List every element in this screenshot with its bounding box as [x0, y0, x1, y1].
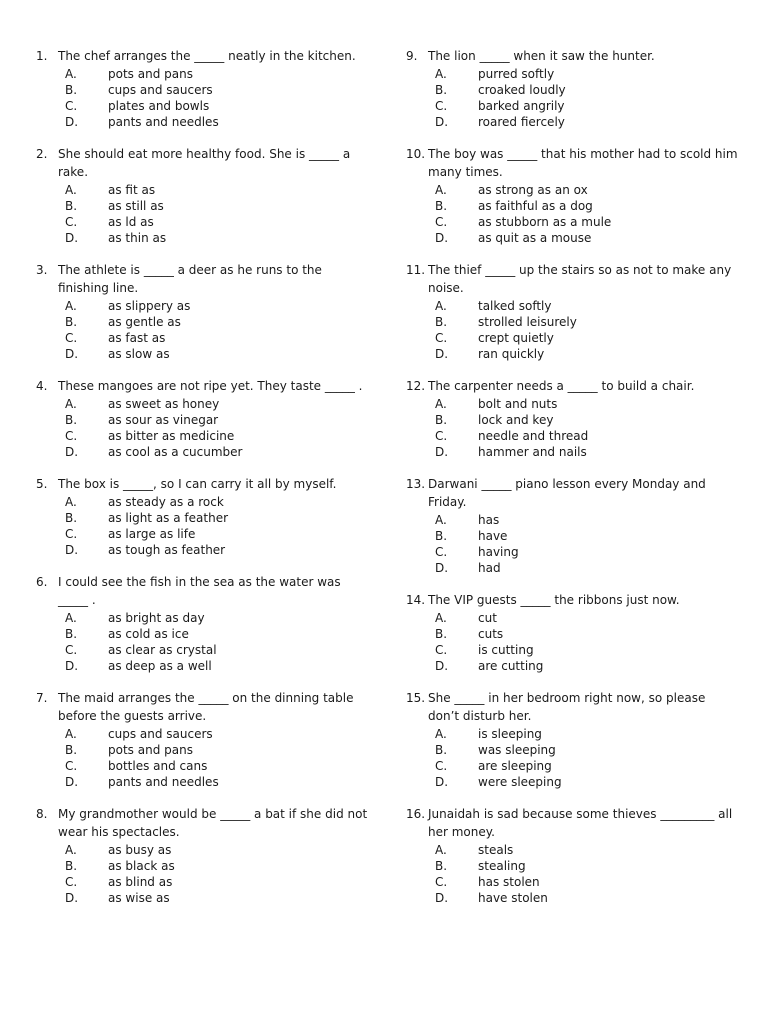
option-text: talked softly — [478, 299, 552, 313]
right-question-column — [406, 47, 740, 921]
option-text: as large as life — [108, 527, 196, 541]
option-c — [406, 98, 740, 114]
option-text: pants and needles — [108, 115, 219, 129]
option-b — [406, 742, 740, 758]
question-1 — [36, 47, 370, 130]
question-number: 2. — [36, 147, 48, 161]
question-number: 12. — [406, 379, 426, 393]
option-letter: A. — [65, 67, 77, 81]
option-b — [36, 82, 370, 98]
option-text: as ld as — [108, 215, 154, 229]
question-text: The box is _____, so I can carry it all by myself. — [58, 477, 337, 491]
option-letter: D. — [65, 445, 79, 459]
question-number: 13. — [406, 477, 426, 491]
question-text: The carpenter needs a _____ to build a chair. — [428, 379, 695, 393]
option-letter: D. — [435, 891, 449, 905]
question-number: 15. — [406, 691, 426, 705]
option-letter: A. — [435, 513, 447, 527]
option-letter: B. — [65, 315, 78, 329]
option-text: was sleeping — [478, 743, 556, 757]
question-13 — [406, 475, 740, 576]
option-letter: D. — [65, 659, 79, 673]
option-text: as cool as a cucumber — [108, 445, 243, 459]
option-letter: B. — [435, 413, 448, 427]
option-c — [36, 758, 370, 774]
option-letter: C. — [65, 527, 78, 541]
option-letter: D. — [65, 347, 79, 361]
question-text: She should eat more healthy food. She is _____ a rake. — [58, 147, 351, 179]
question-number: 14. — [406, 593, 426, 607]
option-text: as light as a feather — [108, 511, 229, 525]
question-15 — [406, 689, 740, 790]
option-text: hammer and nails — [478, 445, 587, 459]
option-text: steals — [478, 843, 514, 857]
option-text: as steady as a rock — [108, 495, 224, 509]
option-a — [406, 396, 740, 412]
option-a — [406, 610, 740, 626]
option-text: had — [478, 561, 501, 575]
question-6 — [36, 573, 370, 674]
option-letter: B. — [435, 627, 448, 641]
option-text: pants and needles — [108, 775, 219, 789]
question-text: The chef arranges the _____ neatly in the kitchen. — [58, 49, 356, 63]
option-b — [406, 858, 740, 874]
option-b — [406, 314, 740, 330]
option-letter: A. — [435, 727, 447, 741]
question-number: 3. — [36, 263, 48, 277]
option-letter: D. — [435, 445, 449, 459]
option-text: crept quietly — [478, 331, 554, 345]
question-text: My grandmother would be _____ a bat if she did not wear his spectacles. — [58, 807, 368, 839]
option-letter: A. — [435, 611, 447, 625]
option-text: as slow as — [108, 347, 170, 361]
option-text: croaked loudly — [478, 83, 566, 97]
option-d — [406, 346, 740, 362]
option-a — [36, 494, 370, 510]
option-b — [36, 510, 370, 526]
option-letter: B. — [65, 511, 78, 525]
question-text: These mangoes are not ripe yet. They taste _____ . — [58, 379, 363, 393]
option-text: purred softly — [478, 67, 555, 81]
option-text: as gentle as — [108, 315, 181, 329]
option-letter: D. — [435, 561, 449, 575]
option-letter: B. — [435, 315, 448, 329]
option-c — [406, 758, 740, 774]
option-text: as sour as vinegar — [108, 413, 219, 427]
option-text: as faithful as a dog — [478, 199, 593, 213]
option-text: as deep as a well — [108, 659, 212, 673]
question-text: The thief _____ up the stairs so as not to make any noise. — [428, 263, 732, 295]
option-letter: B. — [65, 413, 78, 427]
option-text: is sleeping — [478, 727, 542, 741]
option-letter: D. — [435, 775, 449, 789]
option-letter: C. — [65, 759, 78, 773]
option-text: are cutting — [478, 659, 544, 673]
question-2 — [36, 145, 370, 246]
option-text: ran quickly — [478, 347, 545, 361]
option-d — [36, 658, 370, 674]
option-d — [36, 444, 370, 460]
option-letter: B. — [435, 529, 448, 543]
option-text: as cold as ice — [108, 627, 189, 641]
option-text: as sweet as honey — [108, 397, 220, 411]
option-d — [406, 114, 740, 130]
option-letter: C. — [65, 429, 78, 443]
option-text: has stolen — [478, 875, 540, 889]
option-letter: A. — [435, 843, 447, 857]
option-letter: A. — [65, 727, 77, 741]
question-16 — [406, 805, 740, 906]
option-letter: B. — [65, 627, 78, 641]
option-letter: C. — [435, 429, 448, 443]
option-d — [36, 346, 370, 362]
option-text: as still as — [108, 199, 164, 213]
option-b — [36, 314, 370, 330]
option-letter: D. — [65, 775, 79, 789]
option-letter: B. — [65, 859, 78, 873]
question-12 — [406, 377, 740, 460]
option-a — [36, 726, 370, 742]
question-text: The lion _____ when it saw the hunter. — [428, 49, 655, 63]
option-letter: D. — [65, 543, 79, 557]
option-a — [406, 182, 740, 198]
option-letter: D. — [65, 115, 79, 129]
option-a — [36, 842, 370, 858]
option-a — [36, 182, 370, 198]
option-letter: D. — [435, 347, 449, 361]
option-letter: A. — [435, 67, 447, 81]
option-text: needle and thread — [478, 429, 589, 443]
option-letter: A. — [435, 183, 447, 197]
option-text: as slippery as — [108, 299, 191, 313]
option-text: as black as — [108, 859, 175, 873]
option-d — [36, 114, 370, 130]
option-a — [36, 396, 370, 412]
option-text: as bitter as medicine — [108, 429, 235, 443]
question-text: Darwani _____ piano lesson every Monday and Friday. — [428, 477, 706, 509]
question-text: The VIP guests _____ the ribbons just now. — [428, 593, 680, 607]
option-text: as strong as an ox — [478, 183, 588, 197]
question-10 — [406, 145, 740, 246]
question-text: She _____ in her bedroom right now, so please don’t disturb her. — [428, 691, 706, 723]
option-c — [406, 642, 740, 658]
option-c — [406, 544, 740, 560]
option-text: roared fiercely — [478, 115, 565, 129]
option-c — [406, 428, 740, 444]
option-letter: D. — [65, 231, 79, 245]
option-c — [36, 98, 370, 114]
option-text: pots and pans — [108, 743, 193, 757]
option-letter: C. — [65, 875, 78, 889]
option-letter: A. — [65, 299, 77, 313]
question-number: 7. — [36, 691, 48, 705]
option-letter: B. — [435, 199, 448, 213]
question-8 — [36, 805, 370, 906]
option-d — [406, 560, 740, 576]
option-letter: C. — [435, 875, 448, 889]
option-text: have — [478, 529, 508, 543]
option-b — [406, 528, 740, 544]
question-text: The maid arranges the _____ on the dinning table before the guests arrive. — [58, 691, 354, 723]
option-text: has — [478, 513, 500, 527]
question-5 — [36, 475, 370, 558]
option-letter: C. — [65, 331, 78, 345]
option-c — [36, 642, 370, 658]
option-text: as clear as crystal — [108, 643, 217, 657]
option-text: having — [478, 545, 519, 559]
option-letter: A. — [65, 495, 77, 509]
option-b — [406, 82, 740, 98]
option-text: as quit as a mouse — [478, 231, 592, 245]
option-c — [406, 214, 740, 230]
option-text: as blind as — [108, 875, 173, 889]
option-letter: C. — [435, 545, 448, 559]
option-letter: C. — [435, 643, 448, 657]
option-text: as stubborn as a mule — [478, 215, 612, 229]
option-a — [406, 512, 740, 528]
option-text: bottles and cans — [108, 759, 208, 773]
question-number: 8. — [36, 807, 48, 821]
option-letter: C. — [65, 215, 78, 229]
question-text: Junaidah is sad because some thieves _________ all her money. — [428, 807, 733, 839]
option-letter: C. — [65, 99, 78, 113]
option-letter: B. — [435, 743, 448, 757]
option-letter: B. — [435, 83, 448, 97]
question-11 — [406, 261, 740, 362]
option-text: barked angrily — [478, 99, 565, 113]
option-letter: C. — [435, 759, 448, 773]
option-b — [406, 626, 740, 642]
option-letter: D. — [435, 231, 449, 245]
option-letter: C. — [435, 99, 448, 113]
option-letter: C. — [435, 215, 448, 229]
option-text: as fit as — [108, 183, 156, 197]
option-text: as fast as — [108, 331, 166, 345]
option-text: cut — [478, 611, 497, 625]
option-d — [406, 774, 740, 790]
left-question-column — [36, 47, 370, 921]
option-a — [36, 66, 370, 82]
question-number: 10. — [406, 147, 426, 161]
option-c — [36, 330, 370, 346]
option-letter: C. — [435, 331, 448, 345]
option-letter: A. — [65, 611, 77, 625]
option-a — [36, 610, 370, 626]
question-9 — [406, 47, 740, 130]
option-text: are sleeping — [478, 759, 552, 773]
option-b — [36, 198, 370, 214]
option-c — [36, 874, 370, 890]
option-b — [406, 198, 740, 214]
question-7 — [36, 689, 370, 790]
option-text: lock and key — [478, 413, 554, 427]
option-letter: A. — [65, 843, 77, 857]
option-letter: C. — [65, 643, 78, 657]
option-text: as tough as feather — [108, 543, 226, 557]
question-14 — [406, 591, 740, 674]
option-d — [406, 444, 740, 460]
option-text: as wise as — [108, 891, 170, 905]
option-text: strolled leisurely — [478, 315, 577, 329]
option-a — [406, 842, 740, 858]
option-a — [406, 298, 740, 314]
option-text: have stolen — [478, 891, 548, 905]
option-letter: A. — [65, 183, 77, 197]
option-d — [36, 230, 370, 246]
question-number: 4. — [36, 379, 48, 393]
question-3 — [36, 261, 370, 362]
option-d — [406, 658, 740, 674]
question-number: 5. — [36, 477, 48, 491]
question-4 — [36, 377, 370, 460]
option-letter: B. — [65, 83, 78, 97]
option-c — [36, 214, 370, 230]
option-text: is cutting — [478, 643, 534, 657]
option-text: bolt and nuts — [478, 397, 558, 411]
question-number: 16. — [406, 807, 426, 821]
option-c — [406, 330, 740, 346]
option-c — [36, 428, 370, 444]
question-text: I could see the fish in the sea as the water was _____ . — [58, 575, 341, 607]
option-text: cups and saucers — [108, 727, 213, 741]
option-letter: A. — [435, 299, 447, 313]
option-letter: D. — [435, 115, 449, 129]
option-text: were sleeping — [478, 775, 562, 789]
question-number: 9. — [406, 49, 418, 63]
option-a — [406, 66, 740, 82]
option-letter: B. — [65, 743, 78, 757]
option-letter: D. — [435, 659, 449, 673]
option-d — [36, 774, 370, 790]
option-text: cups and saucers — [108, 83, 213, 97]
question-text: The athlete is _____ a deer as he runs to the finishing line. — [58, 263, 322, 295]
option-text: as thin as — [108, 231, 167, 245]
option-letter: B. — [65, 199, 78, 213]
option-d — [406, 230, 740, 246]
option-text: plates and bowls — [108, 99, 210, 113]
option-b — [36, 742, 370, 758]
option-b — [406, 412, 740, 428]
option-text: pots and pans — [108, 67, 193, 81]
option-letter: B. — [435, 859, 448, 873]
option-letter: A. — [65, 397, 77, 411]
option-text: stealing — [478, 859, 526, 873]
option-b — [36, 626, 370, 642]
option-letter: A. — [435, 397, 447, 411]
option-b — [36, 412, 370, 428]
option-text: as busy as — [108, 843, 172, 857]
option-text: as bright as day — [108, 611, 205, 625]
question-number: 1. — [36, 49, 48, 63]
option-b — [36, 858, 370, 874]
option-a — [36, 298, 370, 314]
option-d — [36, 890, 370, 906]
option-a — [406, 726, 740, 742]
question-number: 6. — [36, 575, 48, 589]
question-text: The boy was _____ that his mother had to scold him many times. — [428, 147, 738, 179]
option-d — [406, 890, 740, 906]
option-d — [36, 542, 370, 558]
option-text: cuts — [478, 627, 504, 641]
option-letter: D. — [65, 891, 79, 905]
option-c — [36, 526, 370, 542]
question-number: 11. — [406, 263, 426, 277]
option-c — [406, 874, 740, 890]
